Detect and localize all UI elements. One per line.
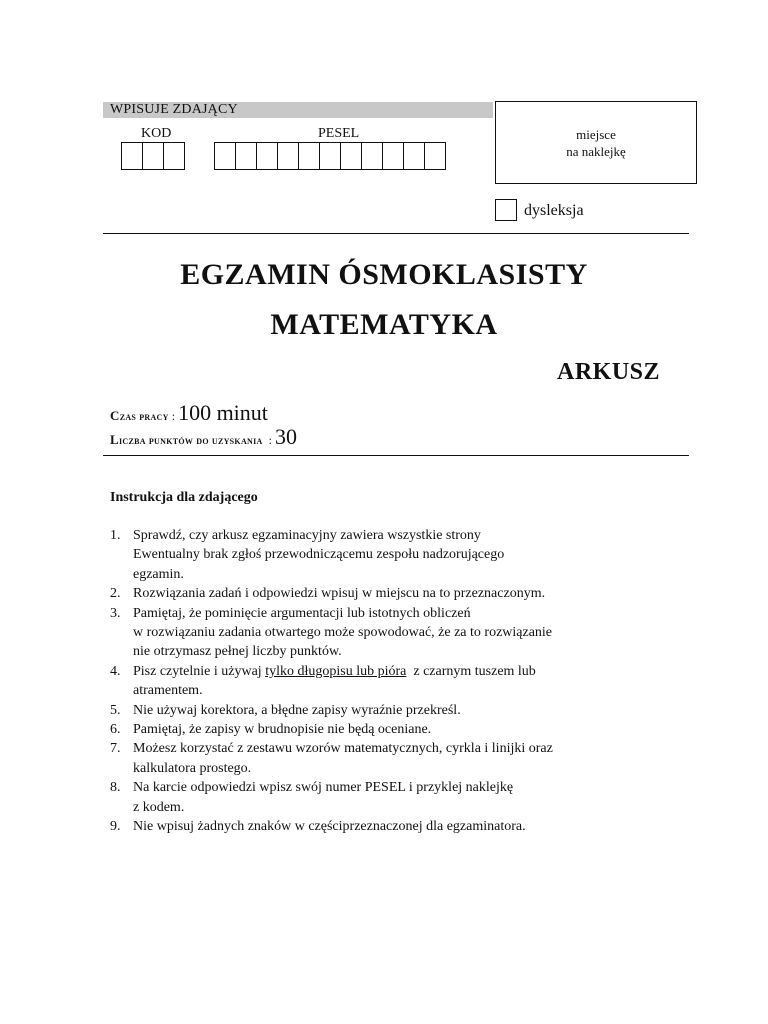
pesel-box[interactable] bbox=[361, 142, 383, 170]
instruction-text: Możesz korzystać z zestawu wzorów matematycznych, cyrkla i linijki oraz bbox=[133, 741, 553, 757]
instructions-list bbox=[110, 526, 630, 837]
instruction-text: w rozwiązaniu zadania otwartego może spowodować, że za to rozwiązanie bbox=[133, 625, 553, 641]
meta-divider bbox=[103, 455, 689, 456]
instruction-number: 9. bbox=[110, 819, 121, 835]
instruction-item bbox=[110, 778, 630, 817]
kod-label: KOD bbox=[141, 126, 172, 141]
kod-box[interactable] bbox=[121, 142, 143, 170]
points-value: 30 bbox=[274, 424, 297, 449]
time-value: 100 minut bbox=[178, 400, 268, 425]
instruction-number: 5. bbox=[110, 702, 121, 718]
sheet-label: ARKUSZ bbox=[557, 359, 661, 385]
instruction-text: atramentem. bbox=[133, 683, 203, 699]
instruction-text: Nie używaj korektora, a błędne zapisy wyraźnie przekreśl. bbox=[133, 702, 461, 718]
instruction-number: 7. bbox=[110, 741, 121, 757]
instruction-item bbox=[110, 604, 630, 662]
pesel-box[interactable] bbox=[277, 142, 299, 170]
sticker-line-1: miejsce bbox=[576, 126, 616, 142]
instruction-item bbox=[110, 662, 630, 701]
pesel-label: PESEL bbox=[318, 126, 360, 141]
pesel-box[interactable] bbox=[319, 142, 341, 170]
pesel-box[interactable] bbox=[340, 142, 362, 170]
subject-title: MATEMATYKA bbox=[270, 308, 498, 341]
instruction-text: z kodem. bbox=[133, 799, 185, 815]
instruction-text: Pamiętaj, że zapisy w brudnopisie nie będą oceniane. bbox=[133, 722, 432, 738]
time-row: Czas pracy : 100 minut bbox=[110, 400, 268, 425]
instruction-text: Na karcie odpowiedzi wpisz swój numer PESEL i przyklej naklejkę bbox=[133, 780, 514, 796]
exam-title: EGZAMIN ÓSMOKLASISTY bbox=[180, 258, 588, 291]
instruction-text: Pamiętaj, że pominięcie argumentacji lub istotnych obliczeń bbox=[133, 605, 471, 621]
pesel-box[interactable] bbox=[382, 142, 404, 170]
instruction-item bbox=[110, 739, 630, 778]
instruction-text: kalkulatora prostego. bbox=[133, 760, 252, 776]
instruction-number: 1. bbox=[110, 528, 121, 543]
pesel-box[interactable] bbox=[256, 142, 278, 170]
instruction-text: Rozwiązania zadań i odpowiedzi wpisuj w miejscu na to przeznaczonym. bbox=[133, 586, 546, 602]
instruction-text: Ewentualny brak zgłoś przewodniczącemu zespołu nadzorującego bbox=[133, 547, 505, 563]
instruction-text: Sprawdź, czy arkusz egzaminacyjny zawiera wszystkie strony bbox=[133, 528, 481, 543]
instruction-text: nie otrzymasz pełnej liczby punktów. bbox=[133, 644, 342, 660]
sticker-line-2: na naklejkę bbox=[566, 143, 626, 159]
instruction-item bbox=[110, 817, 630, 836]
instruction-number: 6. bbox=[110, 722, 121, 738]
pesel-box[interactable] bbox=[298, 142, 320, 170]
instruction-number: 4. bbox=[110, 663, 121, 679]
instruction-number: 8. bbox=[110, 780, 121, 796]
instruction-number: 3. bbox=[110, 605, 121, 621]
instruction-text: Nie wpisuj żadnych znaków w częściprzeznaczonej dla egzaminatora. bbox=[133, 819, 526, 835]
time-label: Czas pracy bbox=[110, 408, 169, 423]
kod-box[interactable] bbox=[163, 142, 185, 170]
points-label: Liczba punktów do uzyskania bbox=[110, 432, 263, 447]
instruction-number: 2. bbox=[110, 586, 121, 602]
header-band bbox=[103, 102, 493, 118]
instruction-item bbox=[110, 584, 630, 603]
instruction-item bbox=[110, 720, 630, 739]
instruction-item bbox=[110, 701, 630, 720]
instruction-text: Pisz czytelnie i używaj tylko długopisu lub pióra z czarnym tuszem lub bbox=[133, 663, 536, 679]
top-divider bbox=[103, 233, 689, 234]
header-band-label: WPISUJE ZDAJĄCY bbox=[110, 102, 238, 117]
underlined-text: tylko długopisu lub pióra bbox=[265, 663, 407, 679]
kod-box[interactable] bbox=[142, 142, 164, 170]
pesel-box[interactable] bbox=[235, 142, 257, 170]
dyslexia-label: dysleksja bbox=[524, 202, 584, 219]
pesel-box[interactable] bbox=[403, 142, 425, 170]
kod-input-boxes[interactable] bbox=[121, 142, 185, 170]
pesel-box[interactable] bbox=[424, 142, 446, 170]
instruction-text: egzamin. bbox=[133, 566, 184, 582]
points-row: Liczba punktów do uzyskania : 30 bbox=[110, 424, 297, 449]
instructions-heading: Instrukcja dla zdającego bbox=[110, 490, 258, 505]
sticker-area bbox=[495, 101, 697, 184]
instruction-item bbox=[110, 526, 630, 584]
dyslexia-checkbox[interactable] bbox=[495, 199, 517, 221]
pesel-input-boxes[interactable] bbox=[214, 142, 446, 170]
pesel-box[interactable] bbox=[214, 142, 236, 170]
